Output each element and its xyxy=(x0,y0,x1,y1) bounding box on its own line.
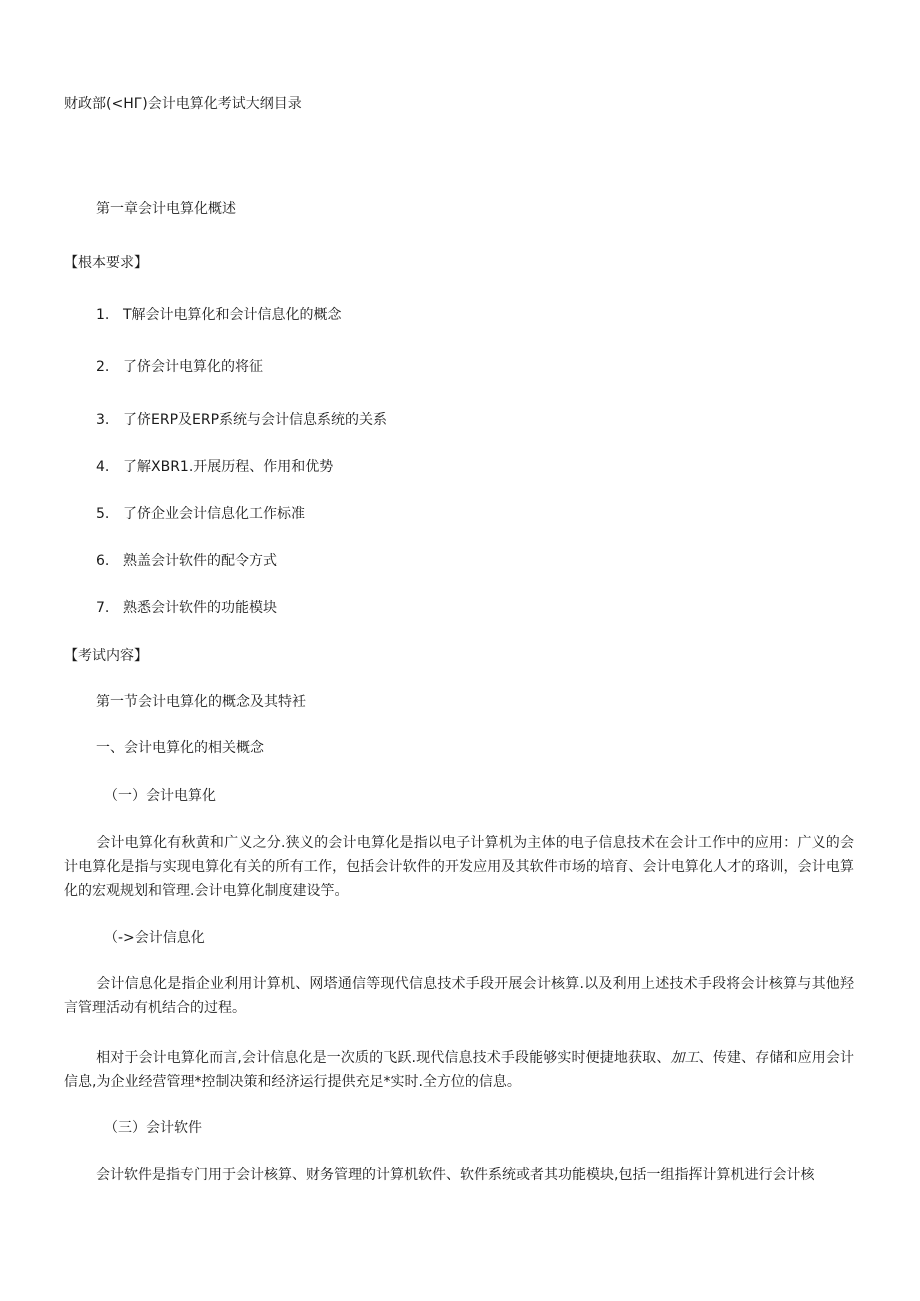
document-title: 财政部(<HГ)会计电算化考试大纲目录 xyxy=(64,96,302,112)
requirement-number: 3. xyxy=(96,412,110,428)
paragraph xyxy=(64,831,854,903)
requirement-number: 1. xyxy=(96,307,110,323)
requirement-text: 熟悉会计软件的功能模块 xyxy=(123,600,277,616)
paragraph-text: 、传建、存储和应用会计信息,为企业经营管理*控制决策和经济运行提供充足*实时.全方位的信息。 xyxy=(64,1050,855,1090)
chapter-heading: 第一章会计电算化概述 xyxy=(96,201,236,217)
requirement-text: T解会计电算化和会计信息化的概念 xyxy=(123,307,342,323)
paragraph xyxy=(64,1046,854,1094)
item-heading: （三）会计软件 xyxy=(104,1120,202,1136)
requirement-item xyxy=(96,410,387,430)
requirement-number: 6. xyxy=(96,553,110,569)
requirement-item xyxy=(96,598,277,618)
requirement-text: 了侪ERP及ERP系统与会计信息系统的关系 xyxy=(123,412,388,428)
paragraph-text: 会计信息化是指企业利用计算机、网塔通信等现代信息技术手段开展会计核算.以及利用上述技术手段将会计核算与其他羟言管理活动有机结合的过程。 xyxy=(64,976,854,1016)
requirement-number: 4. xyxy=(96,459,110,475)
paragraph xyxy=(64,1163,854,1187)
requirements-heading: 【根本要求】 xyxy=(64,255,148,271)
requirement-number: 5. xyxy=(96,506,110,522)
paragraph-text: 相对于会计电算化而言,会计信息化是一次质的飞跃.现代信息技术手段能够实时便捷地获取、 xyxy=(96,1050,671,1066)
requirement-item xyxy=(96,357,263,377)
paragraph-italic-text: 加工 xyxy=(670,1050,699,1066)
requirement-number: 2. xyxy=(96,359,110,375)
paragraph xyxy=(64,972,854,1020)
requirement-text: 了侪企业会计信息化工作标准 xyxy=(123,506,305,522)
requirement-item xyxy=(96,551,277,571)
item-heading: （->会计信息化 xyxy=(104,930,205,946)
content-heading: 【考试内容】 xyxy=(64,648,148,664)
item-heading: （一）会计电算化 xyxy=(104,788,216,804)
requirement-text: 了解XBR1.开展历程、作用和优势 xyxy=(123,459,334,475)
requirement-text: 熟盖会计软件的配令方式 xyxy=(123,553,277,569)
paragraph-text: 会计软件是指专门用于会计核算、财务管理的计算机软件、软件系统或者其功能模块,包括一组指挥计算机进行会计核 xyxy=(96,1167,815,1183)
requirement-item xyxy=(96,305,342,325)
requirement-item xyxy=(96,504,305,524)
section-heading: 第一节会计电算化的概念及其特衽 xyxy=(96,694,306,710)
requirement-item xyxy=(96,457,333,477)
subsection-heading: 一、会计电算化的相关概念 xyxy=(96,740,264,756)
paragraph-text: 会计电算化有秋黄和广义之分.狭义的会计电算化是指以电子计算机为主体的电子信息技术在会计工作中的应用：广义的会计电算化是指与实现电算化有关的所有工作，包括会计软件的开发应用及其软件市场的培育、会计电算化人才的珞训，会计电算化的宏观规划和管理.会计电算化制度建设竽。 xyxy=(64,835,854,899)
requirement-number: 7. xyxy=(96,600,110,616)
requirement-text: 了侪会计电算化的将征 xyxy=(123,359,263,375)
